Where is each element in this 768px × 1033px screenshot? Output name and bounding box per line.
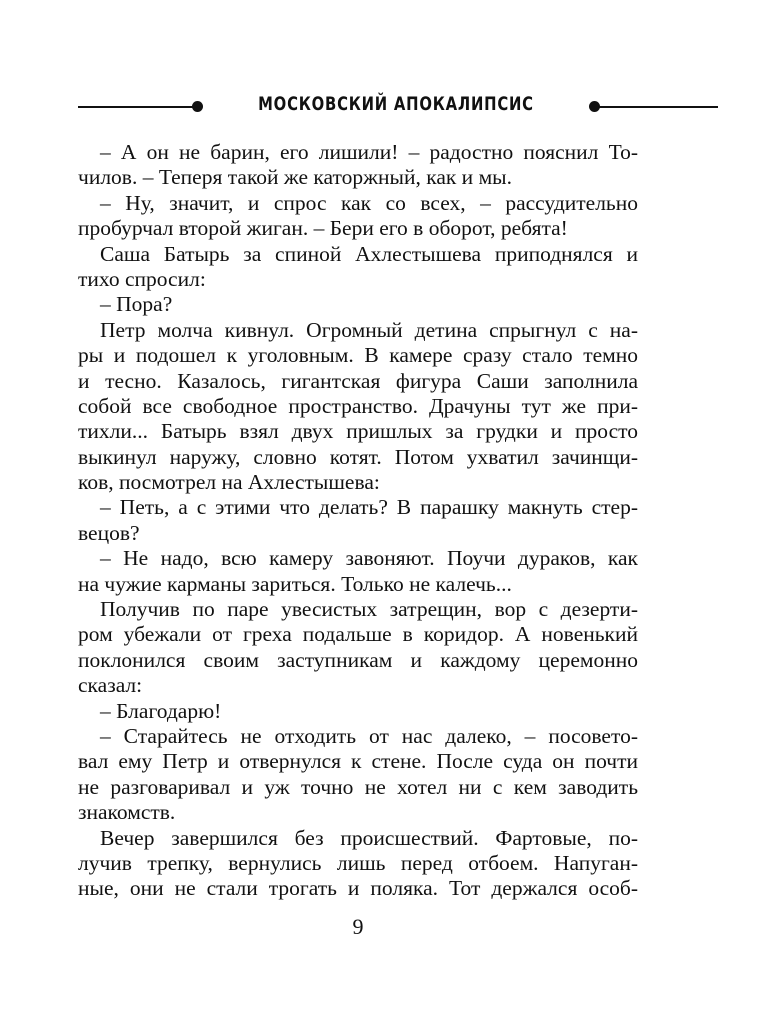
text-line: – Ну, значит, и спрос как со всех, – рассудительно	[100, 190, 638, 215]
text-line: – Не надо, всю камеру завоняют. Поучи дураков, как	[100, 546, 638, 571]
text-line: лучив трепку, вернулись лишь перед отбоем. Напуган-	[78, 850, 638, 875]
text-line: вал ему Петр и отвернулся к стене. После суда он почти	[78, 749, 638, 774]
text-line: на чужие карманы зариться. Только не калечь...	[78, 571, 512, 596]
text-line: – Благодарю!	[100, 698, 222, 723]
page-number: 9	[352, 914, 364, 939]
header-dot-left	[192, 101, 203, 112]
header-rule-right	[598, 106, 718, 108]
text-line: ры и подошел к уголовным. В камере сразу стало темно	[78, 343, 638, 368]
text-line: чилов. – Теперя такой же каторжный, как и мы.	[78, 165, 512, 190]
text-line: Вечер завершился без происшествий. Фартовые, по-	[100, 825, 638, 850]
text-line: знакомств.	[78, 800, 176, 825]
text-line: тихо спросил:	[78, 266, 206, 291]
text-line: сказал:	[78, 673, 143, 698]
text-line: Саша Батырь за спиной Ахлестышева приподнялся и	[100, 241, 638, 266]
text-line: – А он не барин, его лишили! – радостно пояснил То-	[100, 140, 638, 164]
text-line: выкинул наружу, словно котят. Потом ухватил зачинщи-	[78, 444, 638, 469]
text-line: – Петь, а с этими что делать? В парашку макнуть стер-	[100, 495, 638, 520]
text-line: не разговаривал и уж точно не хотел ни с кем заводить	[78, 774, 638, 799]
text-line: поклонился своим заступникам и каждому церемонно	[78, 647, 638, 672]
text-line: ков, посмотрел на Ахлестышева:	[78, 470, 380, 495]
header-rule-left	[78, 106, 193, 108]
body-text	[78, 140, 638, 902]
running-header	[78, 92, 638, 122]
text-line: тихли... Батырь взял двух пришлых за грудки и просто	[78, 419, 638, 444]
text-line: собой все свободное пространство. Драчуны тут же при-	[78, 393, 638, 418]
text-line: ром убежали от греха подальше в коридор. А новенький	[78, 622, 638, 647]
running-header-title: МОСКОВСКИЙ АПОКАЛИПСИС	[258, 93, 534, 115]
text-line: Петр молча кивнул. Огромный детина спрыгнул с на-	[100, 317, 638, 342]
text-line: – Пора?	[100, 292, 173, 317]
text-line: пробурчал второй жиган. – Бери его в оборот, ребята!	[78, 216, 568, 241]
text-line: и тесно. Казалось, гигантская фигура Саши заполнила	[78, 368, 638, 393]
text-line: – Старайтесь не отходить от нас далеко, – посовето-	[100, 723, 638, 748]
text-line: ные, они не стали трогать и поляка. Тот держался особ-	[78, 876, 638, 901]
text-line: Получив по паре увесистых затрещин, вор с дезерти-	[100, 597, 638, 622]
text-line: вецов?	[78, 520, 140, 545]
